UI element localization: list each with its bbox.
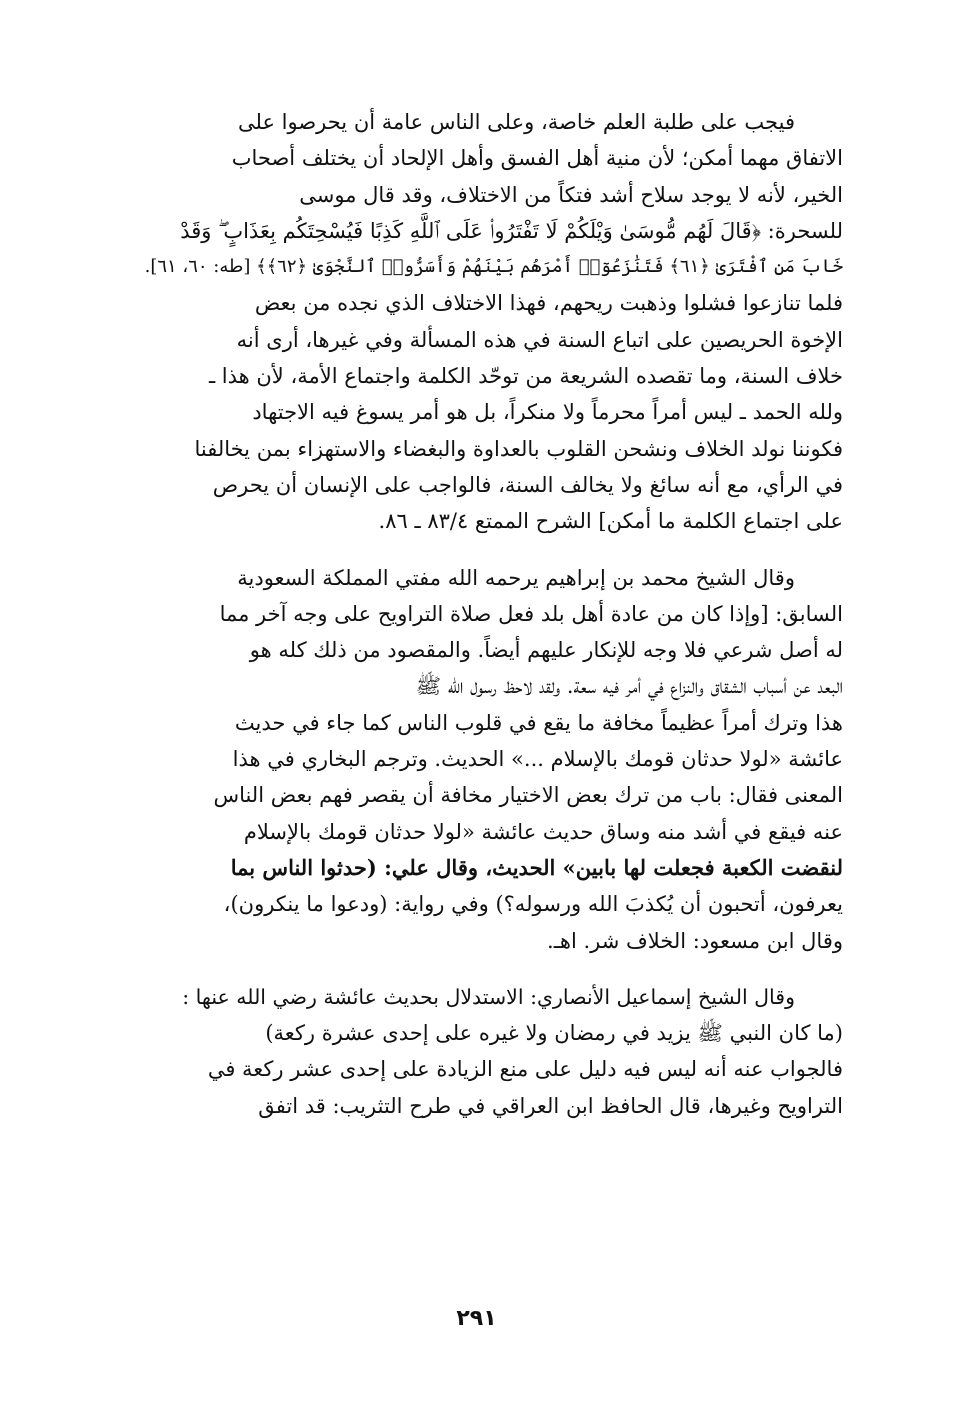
text-line: يعرفون، أتحبون أن يُكذبَ الله ورسوله؟) وفي رواية: (ودعوا ما ينكرون)، [223, 892, 843, 917]
text-line: فلما تنازعوا فشلوا وذهبت ريحهم، فهذا الاختلاف الذي نجده من بعض [254, 291, 843, 316]
quran-verse-line: خَابَ مَنِ ٱفْتَرَىٰ ﴿٦١﴾ فَتَنَٰزَعُوٓا۟ أَمْرَهُم بَيْنَهُمْ وَأَسَرُّوا۟ ٱلنَّجْوَىٰ ﴿٦٢﴾﴾ [طه: ٦٠، ٦١]. [144, 256, 843, 278]
text-line: وقال الشيخ محمد بن إبراهيم يرحمه الله مفتي المملكة السعودية [237, 565, 795, 590]
hadith-quote-line: لنقضت الكعبة فجعلت لها بابين» الحديث، وقال علي: (حدثوا الناس بما [230, 854, 843, 880]
page-body [128, 104, 843, 1124]
text-line: فالجواب عنه أنه ليس فيه دليل على منع الزيادة على إحدى عشر ركعة في [207, 1057, 843, 1082]
text-line: فكوننا نولد الخلاف ونشحن القلوب بالعداوة والبغضاء والاستهزاء بمن يخالفنا [194, 436, 843, 461]
text-line: وقال الشيخ إسماعيل الأنصاري: الاستدلال بحديث عائشة رضي الله عنها : [182, 984, 795, 1009]
text-line: خلاف السنة، وما تقصده الشريعة من توحّد الكلمة واجتماع الأمة، لأن هذا ـ [208, 364, 843, 389]
paragraph-1 [128, 104, 843, 540]
quran-verse-line: للسحرة: ﴿قَالَ لَهُم مُّوسَىٰ وَيْلَكُمْ لَا تَفْتَرُوا۟ عَلَى ٱللَّهِ كَذِبًا فَيُسْحِتَكُم بِعَذَابٍ ۖ وَقَدْ [180, 218, 843, 243]
text-line: في الرأي، مع أنه سائغ ولا يخالف السنة، فالواجب على الإنسان أن يحرص [212, 472, 843, 497]
text-line: فيجب على طلبة العلم خاصة، وعلى الناس عامة أن يحرصوا على [237, 110, 795, 134]
text-line: الاتفاق مهما أمكن؛ لأن منية أهل الفسق وأهل الإلحاد أن يختلف أصحاب [231, 146, 843, 171]
text-line: عنه فيقع في أشد منه وساق حديث عائشة «لولا حدثان قومك بالإسلام [243, 819, 843, 844]
text-line: هذا وترك أمراً عظيماً مخافة ما يقع في قلوب الناس كما جاء في حديث [234, 710, 843, 735]
text-line: الإخوة الحريصين على اتباع السنة في هذه المسألة وفي غيرها، أرى أنه [236, 327, 843, 352]
paragraph-3 [128, 979, 843, 1124]
text-line: (ما كان النبي ﷺ يزيد في رمضان ولا غيره على إحدى عشرة ركعة) [265, 1021, 843, 1046]
text-line: الخير، لأنه لا يوجد سلاح أشد فتكاً من الاختلاف، وقد قال موسى [299, 182, 843, 207]
text-line: المعنى فقال: باب من ترك بعض الاختيار مخافة أن يقصر فهم بعض الناس [213, 783, 843, 808]
text-line: التراويح وغيرها، قال الحافظ ابن العراقي في طرح التثريب: قد اتفق [258, 1093, 843, 1118]
paragraph-2 [128, 560, 843, 959]
text-line: عائشة «لولا حدثان قومك بالإسلام ...» الحديث. وترجم البخاري في هذا [232, 747, 843, 772]
text-line: البعد عن أسباب الشقاق والنزاع في أمر فيه سعة. ولقد لاحظ رسول الله ﷺ [415, 674, 843, 699]
text-line: السابق: [وإذا كان من عادة أهل بلد فعل صلاة التراويح على وجه آخر مما [219, 601, 843, 626]
text-line: على اجتماع الكلمة ما أمكن] الشرح الممتع ٨٣/٤ ـ ٨٦. [378, 509, 843, 534]
text-line: له أصل شرعي فلا وجه للإنكار عليهم أيضاً. والمقصود من ذلك كله هو [249, 638, 843, 663]
text-line: وقال ابن مسعود: الخلاف شر. اهـ. [547, 928, 843, 953]
text-line: ولله الحمد ـ ليس أمراً محرماً ولا منكراً، بل هو أمر يسوغ فيه الاجتهاد [252, 400, 843, 425]
page-number: ٢٩١ [456, 1306, 497, 1331]
